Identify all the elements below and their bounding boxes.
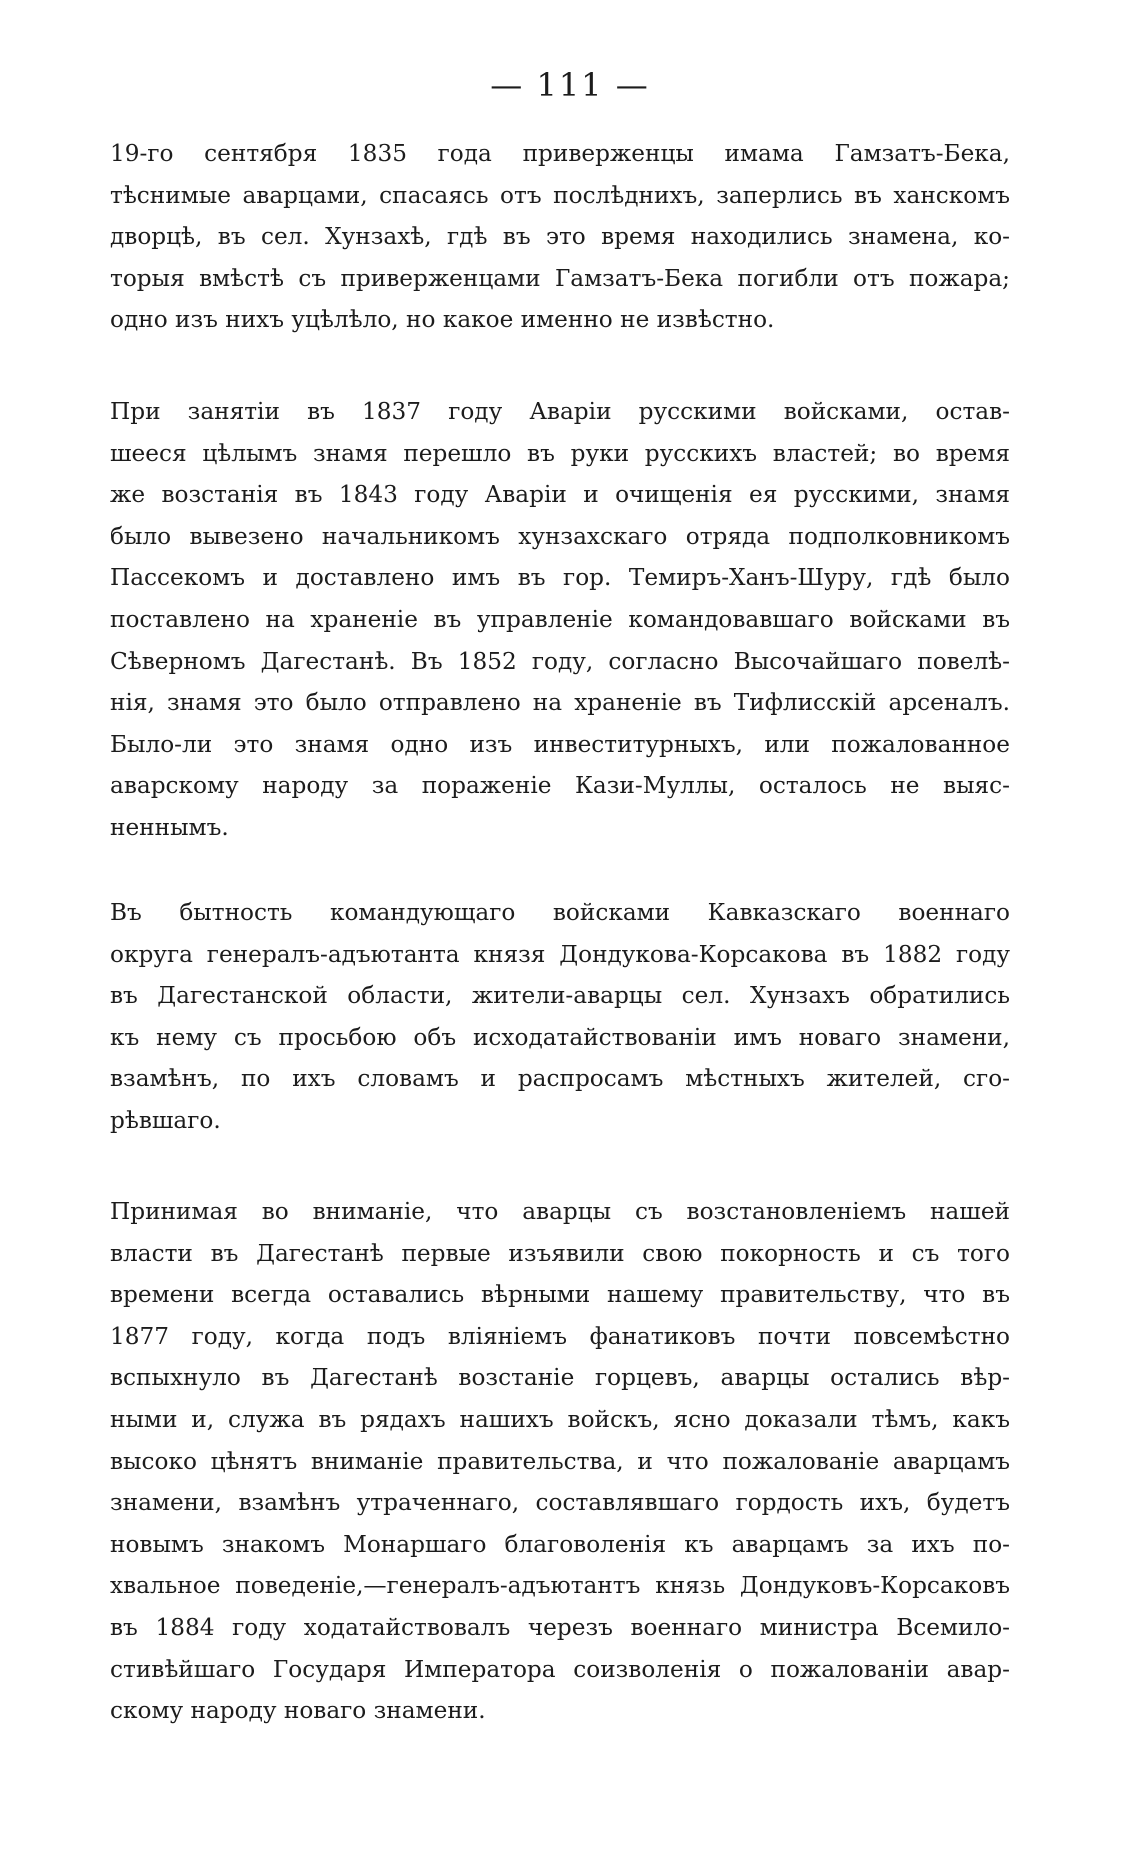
text-line: стивѣйшаго Государя Императора соизволенія о пожалованіи авар- xyxy=(110,1655,1010,1683)
text-line: рѣвшаго. xyxy=(110,1106,221,1134)
text-line: Сѣверномъ Дагестанѣ. Въ 1852 году, согласно Высочайшаго повелѣ- xyxy=(110,647,1010,675)
text-line: Принимая во вниманіе, что аварцы съ возстановленіемъ нашей xyxy=(110,1198,1010,1225)
text-line: Пассекомъ и доставлено имъ въ гор. Темиръ-Ханъ-Шуру, гдѣ было xyxy=(110,564,1010,592)
text-line: же возстанія въ 1843 году Аваріи и очищенія ея русскими, знамя xyxy=(110,481,1010,509)
text-line: скому народу новаго знамени. xyxy=(110,1697,486,1725)
text-line: новымъ знакомъ Монаршаго благоволенія къ аварцамъ за ихъ по- xyxy=(110,1530,1010,1558)
text-line: Было-ли это знамя одно изъ инвеститурныхъ, или пожалованное xyxy=(110,730,1010,758)
text-line: нія, знамя это было отправлено на храненіе въ Тифлисскій арсеналъ. xyxy=(110,689,1010,717)
text-line: торыя вмѣстѣ съ приверженцами Гамзатъ-Бека погибли отъ пожара; xyxy=(110,264,1010,292)
text-line: власти въ Дагестанѣ первые изъявили свою покорность и съ того xyxy=(110,1239,1010,1267)
text-line: времени всегда оставались вѣрными нашему правительству, что въ xyxy=(110,1281,1010,1309)
text-line: въ 1884 году ходатайствовалъ черезъ военнаго министра Всемило- xyxy=(110,1613,1010,1641)
text-line: шееся цѣлымъ знамя перешло въ руки русскихъ властей; во время xyxy=(110,439,1010,467)
text-line: ными и, служа въ рядахъ нашихъ войскъ, ясно доказали тѣмъ, какъ xyxy=(110,1405,1010,1433)
text-line: знамени, взамѣнъ утраченнаго, составлявшаго гордость ихъ, будетъ xyxy=(110,1489,1010,1517)
text-line: Въ бытность командующаго войсками Кавказскаго военнаго xyxy=(110,899,1010,926)
text-line: аварскому народу за пораженіе Кази-Муллы, осталось не выяс- xyxy=(110,772,1010,800)
text-line: При занятіи въ 1837 году Аваріи русскими войсками, остав- xyxy=(110,398,1010,425)
paragraph-1 xyxy=(110,133,1010,341)
text-line: тѣснимые аварцами, спасаясь отъ послѣднихъ, заперлись въ ханскомъ xyxy=(110,181,1010,209)
paragraph-4 xyxy=(110,1191,1010,1732)
page-number: — 111 — xyxy=(490,66,650,104)
text-line: дворцѣ, въ сел. Хунзахѣ, гдѣ въ это время находились знамена, ко- xyxy=(110,223,1010,251)
text-line: неннымъ. xyxy=(110,813,229,841)
text-line: округа генералъ-адъютанта князя Дондукова-Корсакова въ 1882 году xyxy=(110,940,1010,968)
text-line: взамѣнъ, по ихъ словамъ и распросамъ мѣстныхъ жителей, сго- xyxy=(110,1065,1010,1093)
text-line: 1877 году, когда подъ вліяніемъ фанатиковъ почти повсемѣстно xyxy=(110,1322,1010,1350)
text-line: 19-го сентября 1835 года приверженцы имама Гамзатъ-Бека, xyxy=(110,140,1010,167)
text-line: было вывезено начальникомъ хунзахскаго отряда подполковникомъ xyxy=(110,522,1010,550)
text-line: хвальное поведеніе,—генералъ-адъютантъ князь Дондуковъ-Корсаковъ xyxy=(110,1572,1010,1600)
text-line: въ Дагестанской области, жители-аварцы сел. Хунзахъ обратились xyxy=(110,982,1010,1010)
text-line: поставлено на храненіе въ управленіе командовавшаго войсками въ xyxy=(110,605,1010,633)
paragraph-3 xyxy=(110,892,1010,1142)
text-line: къ нему съ просьбою объ исходатайствованіи имъ новаго знамени, xyxy=(110,1023,1010,1051)
paragraph-2 xyxy=(110,391,1010,849)
text-line: высоко цѣнятъ вниманіе правительства, и что пожалованіе аварцамъ xyxy=(110,1447,1010,1475)
text-line: одно изъ нихъ уцѣлѣло, но какое именно не извѣстно. xyxy=(110,306,775,334)
text-line: вспыхнуло въ Дагестанѣ возстаніе горцевъ, аварцы остались вѣр- xyxy=(110,1364,1010,1392)
